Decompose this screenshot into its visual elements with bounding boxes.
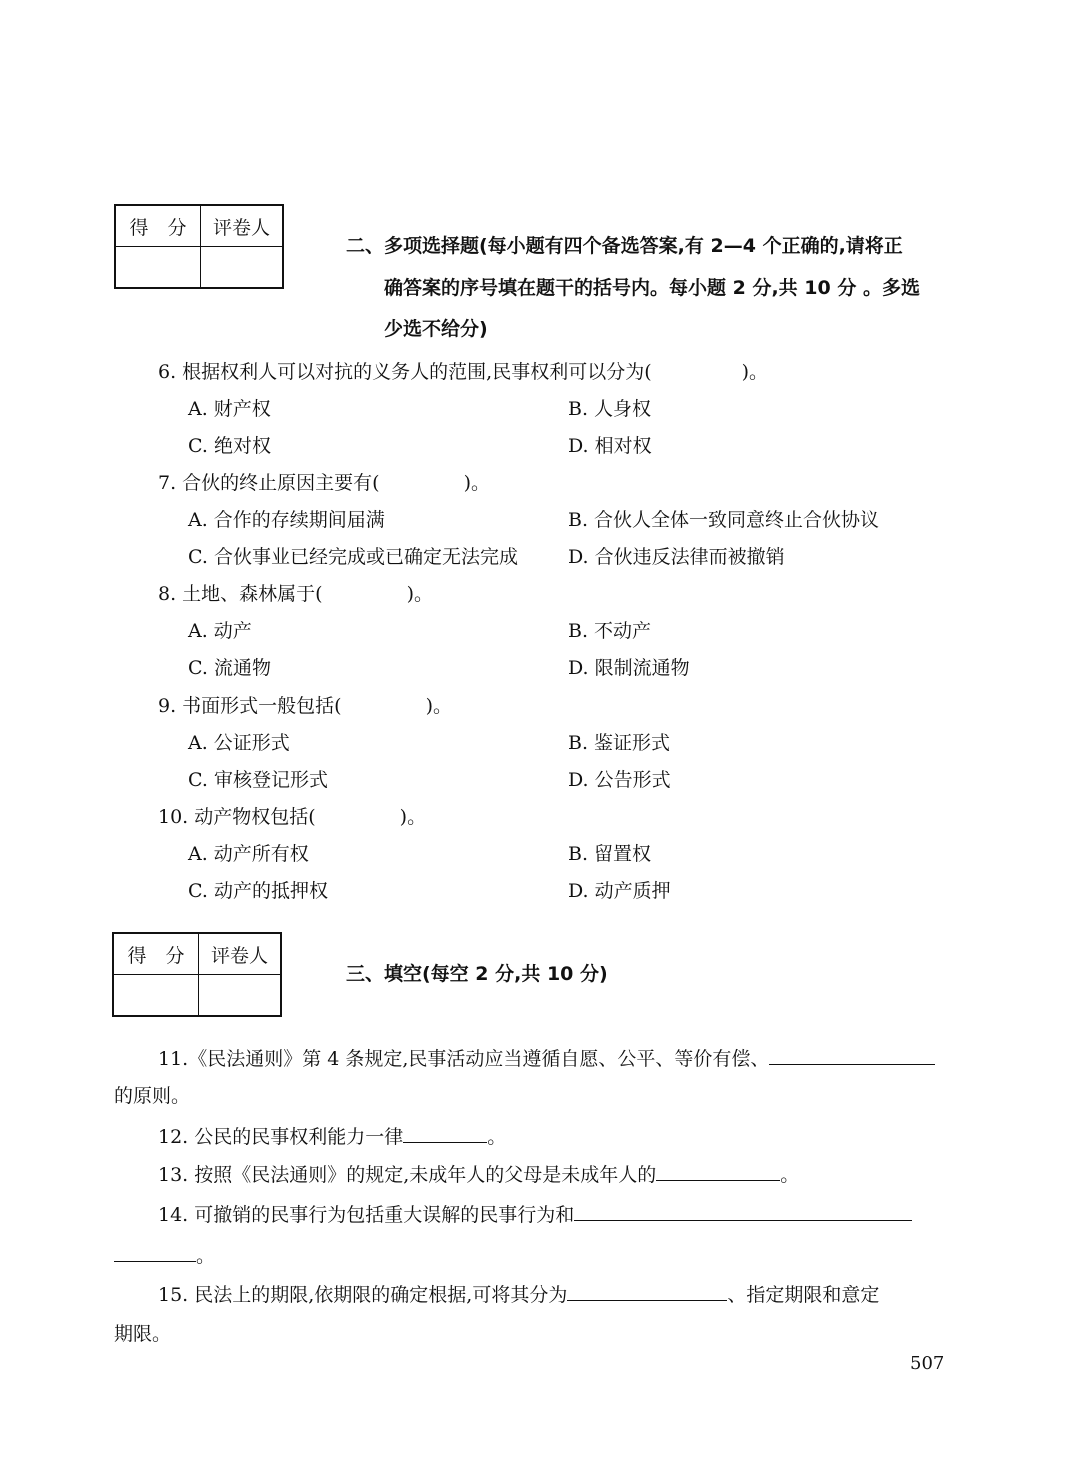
question-stem bbox=[158, 471, 490, 495]
question-end: )。 bbox=[425, 695, 453, 717]
question-text: 10. 动产物权包括( bbox=[158, 806, 316, 828]
question-text: 15. 民法上的期限,依期限的确定根据,可将其分为 bbox=[158, 1284, 568, 1306]
score-cell bbox=[115, 247, 201, 289]
question-text: 12. 公民的民事权利能力一律 bbox=[158, 1126, 404, 1148]
score-cell bbox=[113, 975, 199, 1017]
fill-question bbox=[158, 1046, 935, 1071]
question-end: 。 bbox=[780, 1164, 800, 1186]
question-text: 8. 土地、森林属于( bbox=[158, 583, 323, 605]
grader-cell bbox=[201, 247, 284, 289]
score-box bbox=[112, 932, 282, 1017]
section-title-line2: 确答案的序号填在题干的括号内。每小题 2 分,共 10 分 。多选 bbox=[384, 277, 920, 299]
fill-question bbox=[158, 1162, 799, 1187]
option: B. 人身权 bbox=[568, 398, 652, 420]
option: C. 审核登记形式 bbox=[188, 769, 328, 791]
option: A. 动产所有权 bbox=[188, 843, 309, 865]
grader-label: 评卷人 bbox=[201, 205, 284, 247]
fill-question-cont bbox=[114, 1243, 215, 1268]
answer-blank[interactable] bbox=[114, 1243, 196, 1262]
answer-blank[interactable] bbox=[656, 1162, 780, 1181]
option: B. 合伙人全体一致同意终止合伙协议 bbox=[568, 509, 880, 531]
section-title: 二、多项选择题(每小题有四个备选答案,有 2—4 个正确的,请将正 bbox=[346, 235, 903, 257]
question-text: 14. 可撤销的民事行为包括重大误解的民事行为和 bbox=[158, 1204, 575, 1226]
grader-label: 评卷人 bbox=[199, 933, 282, 975]
question-text: 9. 书面形式一般包括( bbox=[158, 695, 342, 717]
section-title-line3: 少选不给分) bbox=[384, 318, 488, 340]
option: A. 财产权 bbox=[188, 398, 271, 420]
option: D. 公告形式 bbox=[568, 769, 671, 791]
option: D. 合伙违反法律而被撤销 bbox=[568, 546, 785, 568]
option: B. 留置权 bbox=[568, 843, 652, 865]
option: C. 流通物 bbox=[188, 657, 271, 679]
question-end: )。 bbox=[741, 361, 769, 383]
question-text: 6. 根据权利人可以对抗的义务人的范围,民事权利可以分为( bbox=[158, 361, 652, 383]
option: A. 动产 bbox=[188, 620, 252, 642]
option: B. 不动产 bbox=[568, 620, 652, 642]
fill-question-cont: 的原则。 bbox=[114, 1085, 191, 1107]
answer-blank[interactable] bbox=[403, 1124, 487, 1143]
page-number: 507 bbox=[910, 1353, 945, 1374]
grader-cell bbox=[199, 975, 282, 1017]
question-text: 13. 按照《民法通则》的规定,未成年人的父母是未成年人的 bbox=[158, 1164, 657, 1186]
question-end: 。 bbox=[196, 1245, 216, 1267]
score-box bbox=[114, 204, 284, 289]
fill-question bbox=[158, 1282, 879, 1307]
question-stem bbox=[158, 360, 768, 384]
question-end: )。 bbox=[463, 472, 491, 494]
question-text-mid: 、指定期限和意定 bbox=[727, 1284, 880, 1306]
question-end: 。 bbox=[487, 1126, 507, 1148]
question-text: 11.《民法通则》第 4 条规定,民事活动应当遵循自愿、公平、等价有偿、 bbox=[158, 1048, 770, 1070]
option: B. 鉴证形式 bbox=[568, 732, 671, 754]
fill-question-cont: 期限。 bbox=[114, 1323, 172, 1345]
question-stem bbox=[158, 694, 452, 718]
fill-question bbox=[158, 1202, 912, 1227]
answer-blank[interactable] bbox=[567, 1282, 727, 1301]
question-stem bbox=[158, 805, 426, 829]
option: A. 合作的存续期间届满 bbox=[188, 509, 385, 531]
option: D. 动产质押 bbox=[568, 880, 671, 902]
option: C. 合伙事业已经完成或已确定无法完成 bbox=[188, 546, 518, 568]
option: D. 相对权 bbox=[568, 435, 652, 457]
score-label: 得 分 bbox=[115, 205, 201, 247]
section-title: 三、填空(每空 2 分,共 10 分) bbox=[346, 963, 608, 985]
option: C. 动产的抵押权 bbox=[188, 880, 328, 902]
fill-question bbox=[158, 1124, 506, 1149]
option: C. 绝对权 bbox=[188, 435, 271, 457]
option: D. 限制流通物 bbox=[568, 657, 690, 679]
question-text: 7. 合伙的终止原因主要有( bbox=[158, 472, 380, 494]
answer-blank[interactable] bbox=[769, 1046, 935, 1065]
answer-blank[interactable] bbox=[574, 1202, 912, 1221]
score-label: 得 分 bbox=[113, 933, 199, 975]
question-end: )。 bbox=[399, 806, 427, 828]
question-end: )。 bbox=[406, 583, 434, 605]
question-stem bbox=[158, 582, 433, 606]
option: A. 公证形式 bbox=[188, 732, 290, 754]
